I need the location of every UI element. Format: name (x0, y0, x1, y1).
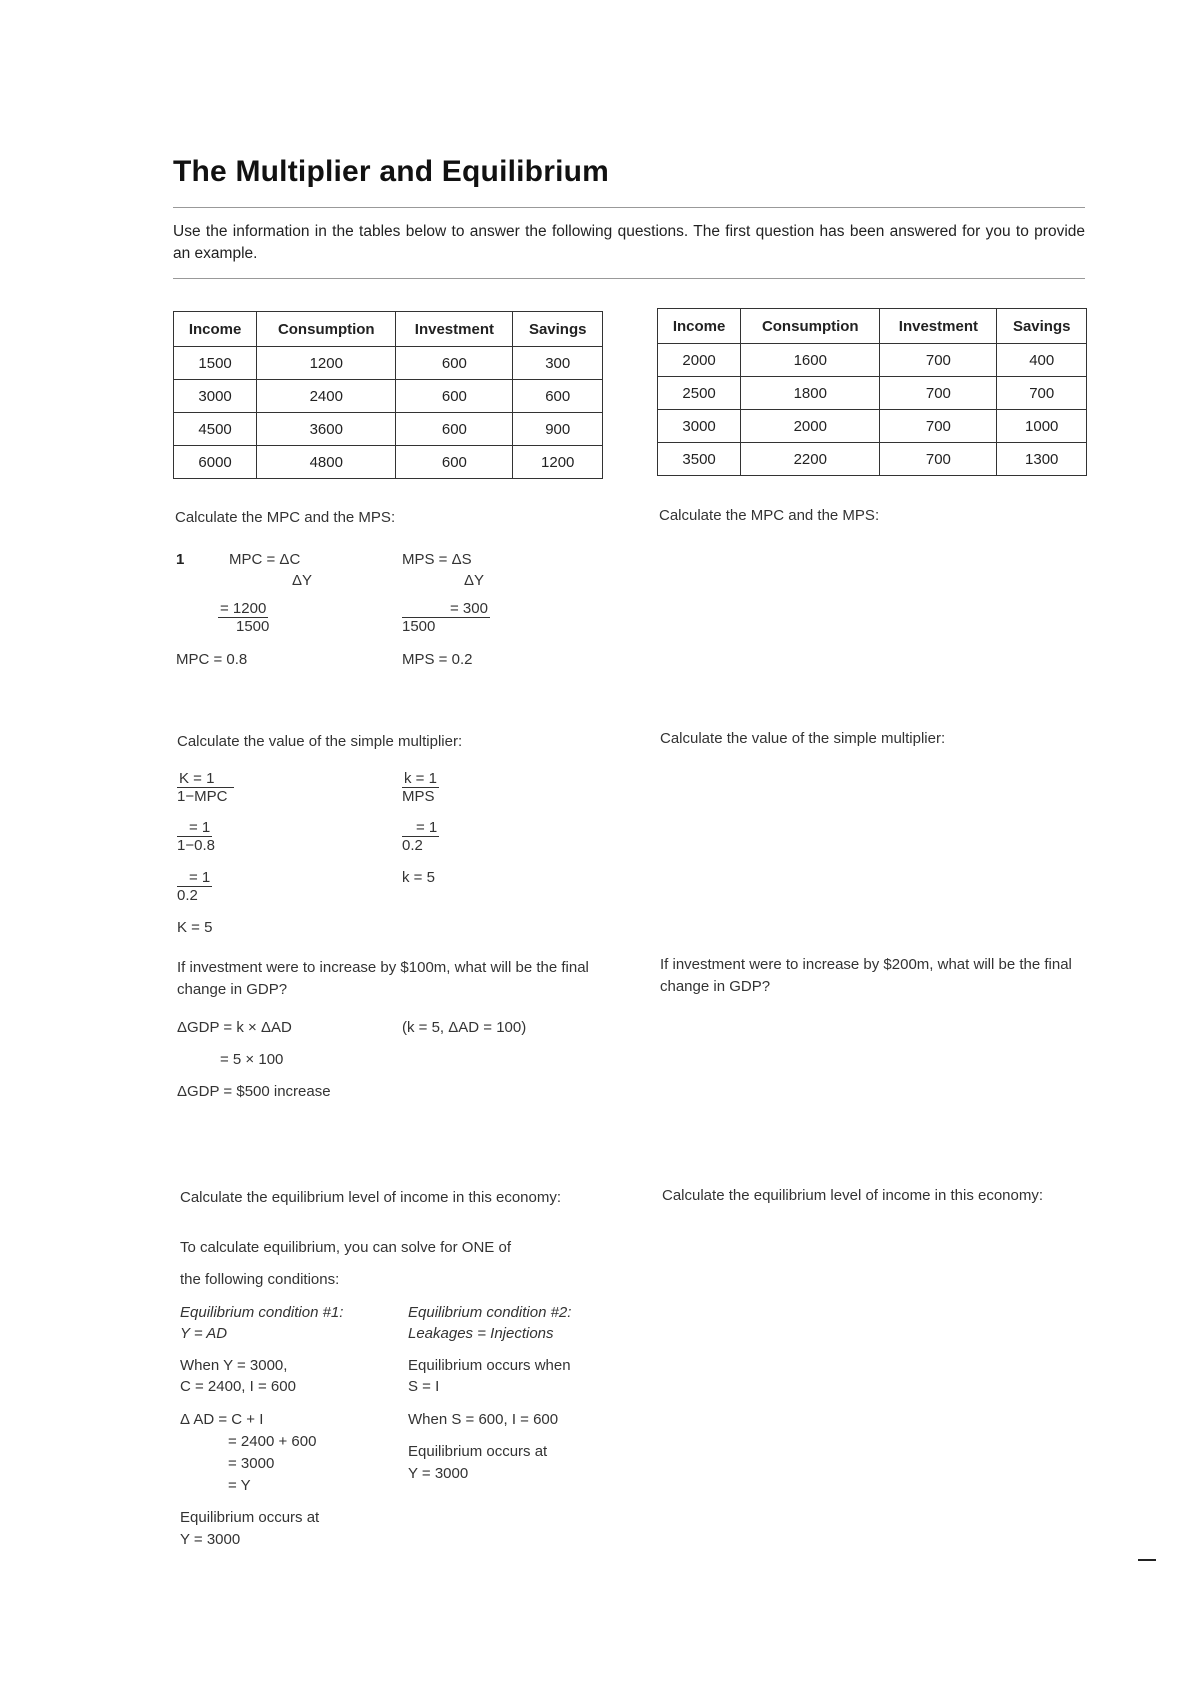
data-table-right (657, 308, 1087, 476)
column-header: Consumption (257, 312, 396, 347)
page-title: The Multiplier and Equilibrium (173, 155, 610, 188)
equilibrium-instruction: the following conditions: (180, 1271, 340, 1288)
page-edge-mark (1138, 1559, 1156, 1561)
table-cell: 700 (880, 443, 997, 476)
question-equilibrium-right: Calculate the equilibrium level of income in this economy: (662, 1187, 1044, 1204)
fraction-denominator: 0.2 (177, 887, 198, 904)
table-cell: 1200 (513, 446, 603, 479)
fraction-numerator: k = 1 (404, 770, 437, 787)
table-row (658, 443, 1087, 476)
table-row (174, 446, 603, 479)
column-header: Income (174, 312, 257, 347)
gdp-step: = 5 × 100 (220, 1051, 284, 1068)
fraction-numerator: = 1 (177, 819, 212, 837)
mpc-result: MPC = 0.8 (176, 651, 248, 668)
table-cell: 2400 (257, 380, 396, 413)
table-cell: 700 (997, 377, 1087, 410)
mps-denominator: ΔY (464, 572, 485, 589)
working-line: = 3000 (228, 1455, 275, 1472)
column-header: Investment (880, 309, 997, 344)
table-row (174, 413, 603, 446)
table-cell: 4500 (174, 413, 257, 446)
intro-paragraph: Use the information in the tables below to answer the following questions. The first question has been answered for you to provide an example. (173, 223, 1085, 262)
table-cell: 300 (513, 347, 603, 380)
working-line: When Y = 3000, (180, 1357, 288, 1374)
question-multiplier-right: Calculate the value of the simple multiplier: (660, 730, 946, 747)
column-header: Investment (396, 312, 513, 347)
gdp-formula-note: (k = 5, ΔAD = 100) (402, 1019, 527, 1036)
table-cell: 600 (396, 380, 513, 413)
multiplier-formula-b (402, 770, 439, 805)
condition-2-title: Equilibrium condition #2: (408, 1304, 572, 1321)
question-multiplier: Calculate the value of the simple multiplier: (177, 733, 463, 750)
working-line: C = 2400, I = 600 (180, 1378, 296, 1395)
fraction-numerator: K = 1 (177, 770, 234, 788)
table-cell: 2500 (658, 377, 741, 410)
table-cell: 700 (880, 377, 997, 410)
mpc-step-fraction (218, 600, 269, 635)
fraction-numerator: = 1 (177, 869, 212, 887)
gdp-result: ΔGDP = $500 increase (177, 1083, 331, 1100)
condition-1-equation: Y = AD (180, 1325, 228, 1342)
working-line: Equilibrium occurs at (408, 1443, 548, 1460)
divider (173, 207, 1085, 208)
equilibrium-instruction: To calculate equilibrium, you can solve for ONE of (180, 1239, 511, 1256)
working-line: Equilibrium occurs at (180, 1509, 320, 1526)
table-cell: 2000 (741, 410, 880, 443)
table-cell: 4800 (257, 446, 396, 479)
table-cell: 1500 (174, 347, 257, 380)
question-gdp-change: If investment were to increase by $100m, what will be the final change in GDP? (177, 959, 589, 998)
table-cell: 6000 (174, 446, 257, 479)
table-row (174, 380, 603, 413)
question-gdp-change-right: If investment were to increase by $200m, what will be the final change in GDP? (660, 956, 1072, 995)
table-cell: 600 (513, 380, 603, 413)
gdp-formula: ΔGDP = k × ΔAD (177, 1019, 292, 1036)
multiplier-result-a: K = 5 (177, 919, 213, 936)
column-header: Savings (513, 312, 603, 347)
working-line: = Y (228, 1477, 251, 1494)
fraction-numerator: = 300 (402, 600, 490, 618)
table-cell: 3000 (658, 410, 741, 443)
fraction-denominator: 1500 (402, 618, 436, 635)
column-header: Savings (997, 309, 1087, 344)
table-row (174, 347, 603, 380)
fraction-denominator: 1−MPC (177, 788, 228, 805)
table-cell: 1300 (997, 443, 1087, 476)
mps-formula: MPS = ΔS (402, 551, 472, 568)
working-line: Y = 3000 (408, 1465, 469, 1482)
table-row (658, 344, 1087, 377)
fraction-denominator: 0.2 (402, 837, 423, 854)
table-row (658, 377, 1087, 410)
working-line: S = I (408, 1378, 440, 1395)
table-cell: 600 (396, 347, 513, 380)
table-cell: 1200 (257, 347, 396, 380)
multiplier-formula-a (177, 770, 234, 805)
table-header-row (658, 309, 1087, 344)
mpc-formula: MPC = ΔC (229, 551, 301, 568)
working-line: Δ AD = C + I (180, 1411, 264, 1428)
table-header-row (174, 312, 603, 347)
table-cell: 900 (513, 413, 603, 446)
fraction-denominator: MPS (402, 788, 435, 805)
question-mpc-mps: Calculate the MPC and the MPS: (175, 509, 396, 526)
working-line: = 2400 + 600 (228, 1433, 317, 1450)
table-cell: 2000 (658, 344, 741, 377)
fraction-numerator: = 1200 (220, 600, 267, 617)
mps-result: MPS = 0.2 (402, 651, 473, 668)
table-cell: 3000 (174, 380, 257, 413)
table-cell: 1800 (741, 377, 880, 410)
table-cell: 400 (997, 344, 1087, 377)
multiplier-step-a3 (177, 869, 212, 904)
table-cell: 600 (396, 413, 513, 446)
table-cell: 600 (396, 446, 513, 479)
working-line: Y = 3000 (180, 1531, 241, 1548)
working-line: When S = 600, I = 600 (408, 1411, 559, 1428)
working-line: Equilibrium occurs when (408, 1357, 571, 1374)
question-mpc-mps-right: Calculate the MPC and the MPS: (659, 507, 880, 524)
column-header: Consumption (741, 309, 880, 344)
table-cell: 700 (880, 410, 997, 443)
table-cell: 3500 (658, 443, 741, 476)
multiplier-step-a2 (177, 819, 215, 854)
question-equilibrium: Calculate the equilibrium level of income in this economy: (180, 1189, 562, 1206)
fraction-denominator: 1500 (236, 618, 270, 635)
column-header: Income (658, 309, 741, 344)
question-number: 1 (176, 551, 185, 568)
fraction-numerator: = 1 (402, 819, 439, 837)
divider (173, 278, 1085, 279)
condition-2-equation: Leakages = Injections (408, 1325, 554, 1342)
multiplier-step-b2 (402, 819, 439, 854)
mps-step-fraction (402, 600, 490, 635)
mpc-denominator: ΔY (292, 572, 313, 589)
table-cell: 2200 (741, 443, 880, 476)
condition-1-title: Equilibrium condition #1: (180, 1304, 344, 1321)
table-row (658, 410, 1087, 443)
fraction-denominator: 1−0.8 (177, 837, 215, 854)
table-cell: 3600 (257, 413, 396, 446)
table-cell: 1000 (997, 410, 1087, 443)
table-cell: 1600 (741, 344, 880, 377)
table-cell: 700 (880, 344, 997, 377)
data-table-left (173, 311, 603, 479)
multiplier-result-b: k = 5 (402, 869, 435, 886)
